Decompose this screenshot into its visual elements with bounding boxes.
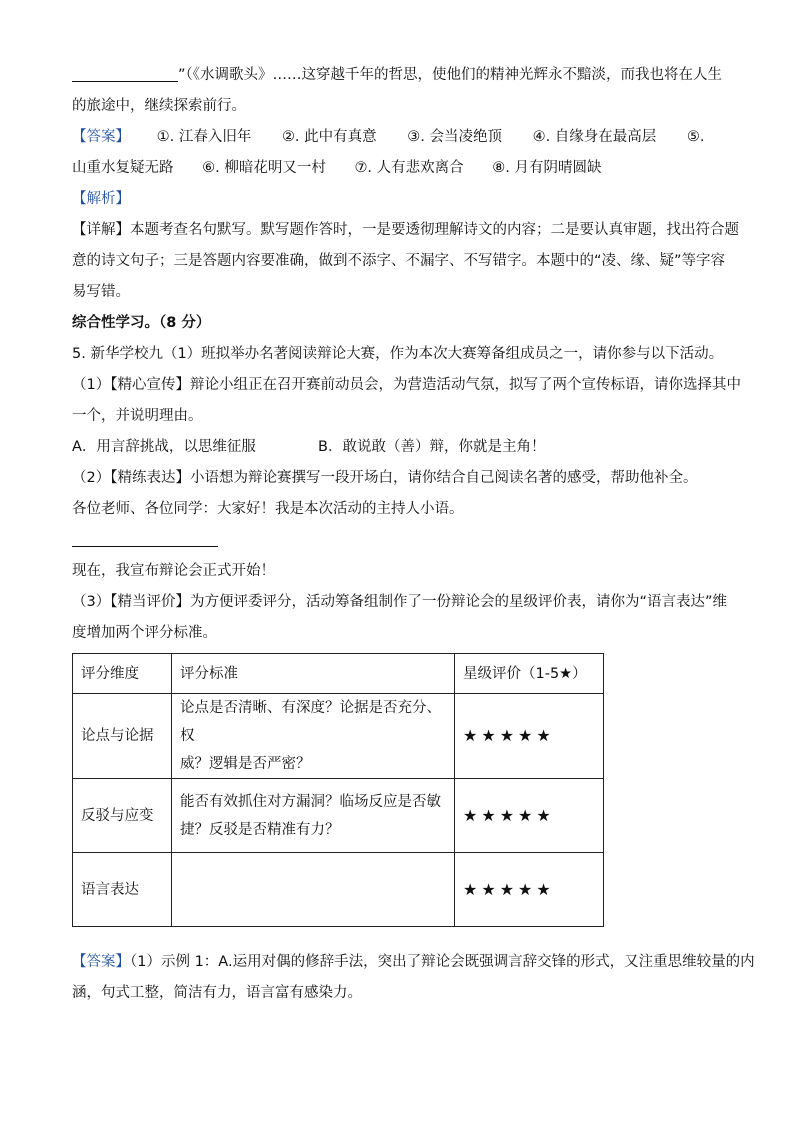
header-cell: 星级评价（1-5★） xyxy=(455,654,604,694)
part-3-line-2: 度增加两个评分标准。 xyxy=(72,625,217,641)
star-rating: ★★★★★ xyxy=(455,694,604,779)
detail-line-2: 意的诗文句子；三是答题内容要准确，做到不添字、不漏字、不写错字。本题中的“凌、缘、疑”等字容 xyxy=(72,253,726,269)
answer-2-line-1 xyxy=(72,947,755,978)
answer-item: ⑥. 柳暗花明又一村 xyxy=(202,160,326,176)
star-rating: ★★★★★ xyxy=(455,853,604,927)
greeting-line: 各位老师、各位同学：大家好！我是本次活动的主持人小语。 xyxy=(72,501,464,517)
answer-item: ⑧. 月有阴晴圆缺 xyxy=(492,160,602,176)
standard-text: 威？逻辑是否严密？ xyxy=(180,756,311,772)
answer-item: 山重水复疑无路 xyxy=(72,160,174,176)
answer-item: ①. 江春入旧年 xyxy=(156,129,252,145)
table-row xyxy=(73,853,604,927)
detail-label: 【详解】 xyxy=(72,222,130,238)
option-a: A．用言辞挑战，以思维征服 xyxy=(72,439,256,455)
detail-line-1 xyxy=(72,215,739,246)
answer-item: ③. 会当凌绝顶 xyxy=(407,129,502,145)
start-line: 现在，我宣布辩论会正式开始！ xyxy=(72,563,275,579)
section-title: 综合性学习。（8 分） xyxy=(72,315,211,331)
detail-line-3: 易写错。 xyxy=(72,284,130,300)
standard-cell xyxy=(172,694,455,779)
standard-text: 能否有效抓住对方漏洞？临场反应是否敏 xyxy=(180,793,441,810)
text-line: 本题考查名句默写。默写题作答时，一是要透彻理解诗文的内容；二是要认真审题，找出符合题 xyxy=(130,222,739,238)
evaluation-table xyxy=(72,653,604,927)
star-rating: ★★★★★ xyxy=(455,779,604,853)
poem-line-1 xyxy=(72,60,722,91)
answer-1-line-2 xyxy=(72,153,722,184)
poem-line-2: 的旅途中，继续探索前行。 xyxy=(72,98,246,114)
answer-item: ⑤. xyxy=(686,129,705,145)
answer-label: 【答案】 xyxy=(72,129,130,145)
document-page xyxy=(72,60,755,1009)
answer-blank xyxy=(72,528,218,547)
answer-label: 【答案】 xyxy=(72,954,130,970)
standard-cell-empty[interactable] xyxy=(172,853,455,927)
blank-line xyxy=(72,525,722,556)
text-line: ”（《水调歌头》……这穿越千年的哲思，使他们的精神光辉永不黯淡，而我也将在人生 xyxy=(178,67,723,83)
analysis-label: 【解析】 xyxy=(72,191,130,207)
answer-item: ②. 此中有真意 xyxy=(281,129,377,145)
answer-item: ④. 自缘身在最高层 xyxy=(532,129,657,145)
answer-1-line-1 xyxy=(72,122,722,153)
table-header-row xyxy=(73,654,604,694)
part-3-line-1: （3）【精当评价】为方便评委评分，活动筹备组制作了一份辩论会的星级评价表，请你为“语言表达”维 xyxy=(72,594,727,610)
header-cell: 评分维度 xyxy=(73,654,172,694)
option-b: B．敢说敢（善）辩，你就是主角！ xyxy=(318,439,546,455)
standard-cell xyxy=(172,779,455,853)
part-1-line-2: 一个，并说明理由。 xyxy=(72,408,203,424)
text-line: （1）示例 1：A.运用对偶的修辞手法，突出了辩论会既强调言辞交锋的形式，又注重思维较量的内 xyxy=(130,954,755,970)
dimension-cell: 论点与论据 xyxy=(73,694,172,779)
dimension-cell: 语言表达 xyxy=(73,853,172,927)
part-1-line-1: （1）【精心宣传】辩论小组正在召开赛前动员会，为营造活动气氛，拟写了两个宣传标语，请你选择其中 xyxy=(72,377,741,393)
question-5-intro: 5. 新华学校九（1）班拟举办名著阅读辩论大赛，作为本次大赛筹备组成员之一，请你参与以下活动。 xyxy=(72,346,724,362)
table-row xyxy=(73,694,604,779)
dimension-cell: 反驳与应变 xyxy=(73,779,172,853)
table-row xyxy=(73,779,604,853)
answer-blank xyxy=(72,63,178,82)
answer-item: ⑦. 人有悲欢离合 xyxy=(354,160,464,176)
options-line xyxy=(72,432,722,463)
part-2-line: （2）【精练表达】小语想为辩论赛撰写一段开场白，请你结合自己阅读名著的感受，帮助他补全。 xyxy=(72,470,698,486)
header-cell: 评分标准 xyxy=(172,654,455,694)
answer-2-line-2: 涵，句式工整，简洁有力，语言富有感染力。 xyxy=(72,985,362,1001)
standard-text: 捷？反驳是否精准有力？ xyxy=(180,821,340,838)
standard-text: 论点是否清晰、有深度？论据是否充分、权 xyxy=(180,700,441,744)
